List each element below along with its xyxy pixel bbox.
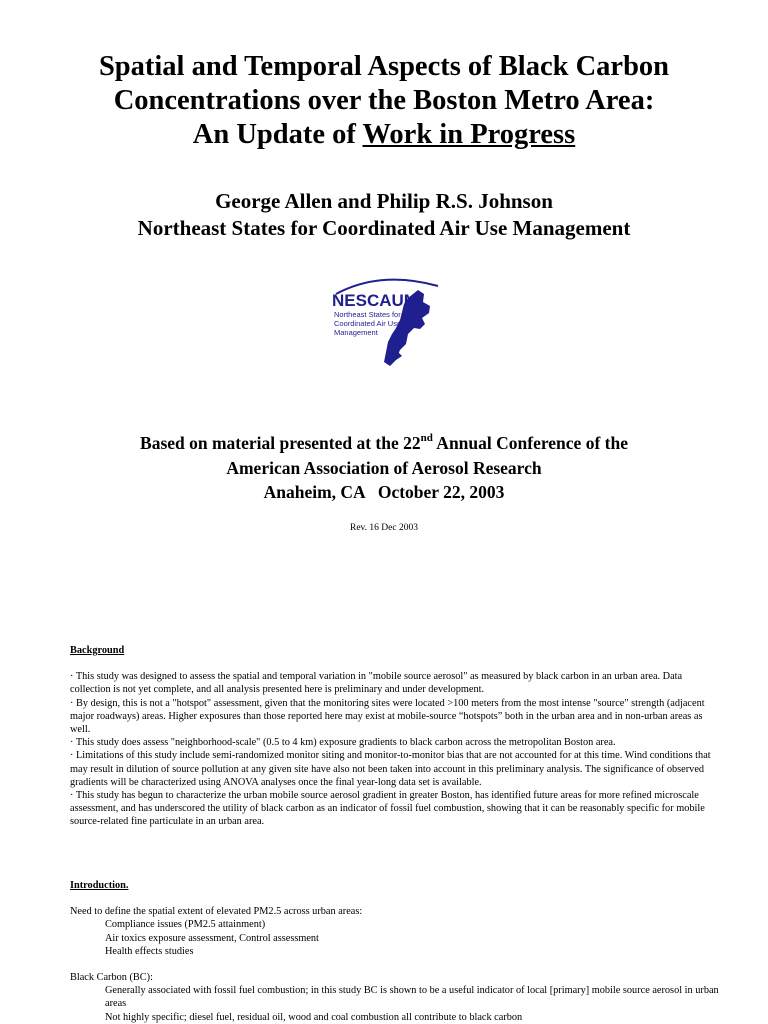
logo-tagline-line-3: Management [334,328,378,337]
background-bullet-4: · Limitations of this study include semi-randomized monitor siting and monitor-to-monitor bias that are not accounted for at this time. Wind conditions that may result in dilution of source pollution at any given site have also not been taken into account in this preliminary analysis. The significance of observed gradients will be characterized using ANOVA analyses once the final year-long data set is available. [70,750,711,788]
title-line-3-prefix: An Update of [192,119,363,150]
logo-wordmark: NESCAUM [332,291,418,310]
authors-block [0,188,768,242]
presentation-note [0,431,768,505]
introduction-heading: Introduction. [70,880,129,891]
background-heading: Background [70,645,125,656]
background-bullet-2: · By design, this is not a "hotspot" assessment, given that the monitoring sites were located >100 meters from the most intense "source" strength (adjacent major roadways) areas. Higher exposures than those reported here may exist at mobile-source “hotspots” both in the urban area and in non-urban areas as well. [70,697,705,736]
logo-tagline-line-1: Northeast States for [334,310,401,319]
document-title [0,50,768,152]
background-bullet-3: · This study does assess "neighborhood-scale" (0.5 to 4 km) exposure gradients to black carbon across the metropolitan Boston area. [70,737,616,749]
revision-date: Rev. 16 Dec 2003 [350,523,418,533]
black-carbon-label: Black Carbon (BC): [70,972,153,984]
background-bullet-1: · This study was designed to assess the spatial and temporal variation in "mobile source aerosol" as measured by black carbon in an urban area. Data collection is not yet complete, and all analysis presented here is preliminary and under development. [70,671,683,696]
nescaum-logo [326,272,446,368]
author-names: George Allen and Philip R.S. Johnson [215,189,553,213]
background-bullet-5: · This study has begun to characterize the urban mobile source aerosol gradient in greater Boston, has identified future areas for more refined microscale assessment, and has underscored the utility of black carbon as an indicator of fossil fuel combustion, showing that it can be reasonably specific for mobile source-related fine particulate in an urban area. [70,790,705,828]
introduction-need-line: Need to define the spatial extent of elevated PM2.5 across urban areas: [70,906,363,918]
author-organization: Northeast States for Coordinated Air Use Management [137,216,631,240]
introduction-need-item: Health effects studies [105,945,194,957]
presentation-line-3: Anaheim, CA October 22, 2003 [263,482,505,502]
introduction-section [70,879,720,1024]
black-carbon-item: Generally associated with fossil fuel combustion; in this study BC is shown to be a useful indicator of local [primary] mobile source aerosol in urban areas [105,985,719,1010]
title-line-2: Concentrations over the Boston Metro Area: [113,85,655,116]
black-carbon-item: Not highly specific; diesel fuel, residual oil, wood and coal combustion all contribute to black carbon [105,1011,523,1023]
background-section [70,644,720,829]
title-line-3 [0,118,768,152]
presentation-line-1: Based on material presented at the 22nd Annual Conference of the [140,432,628,453]
presentation-line-2: American Association of Aerosol Research [226,457,542,478]
title-underlined-phrase: Work in Progress [362,119,576,150]
title-line-1: Spatial and Temporal Aspects of Black Carbon [98,51,670,82]
logo-tagline-line-2: Coordinated Air Use [334,319,402,328]
introduction-need-item: Compliance issues (PM2.5 attainment) [105,919,266,931]
introduction-need-item: Air toxics exposure assessment, Control assessment [105,932,319,944]
